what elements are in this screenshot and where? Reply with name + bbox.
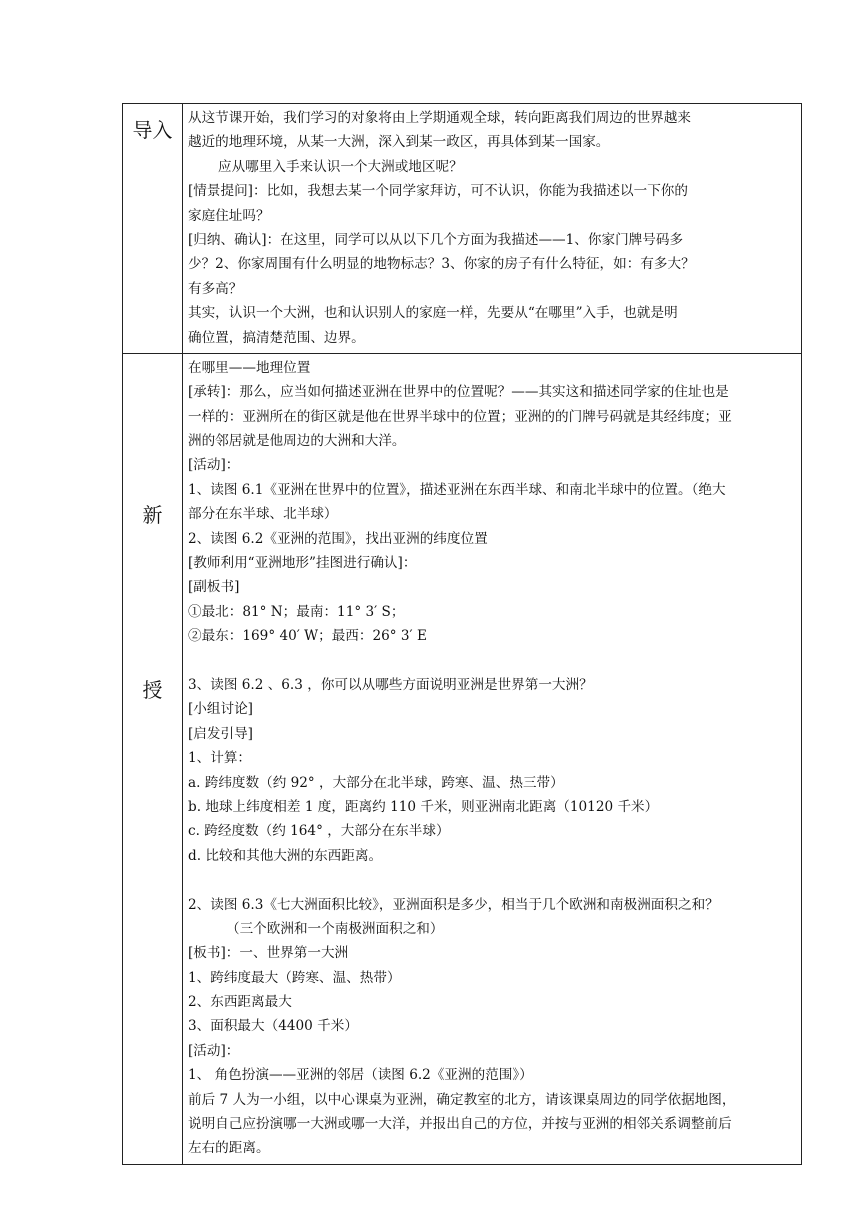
text-line: 3、读图 6.2 、6.3 ，你可以从哪些方面说明亚洲是世界第一大洲？ — [188, 676, 593, 693]
text-line: [承转]：那么，应当如何描述亚洲在世界中的位置呢？——其实这和描述同学家的住址也是 — [188, 384, 729, 401]
new-lesson-label — [123, 353, 183, 1164]
text-line: [活动]： — [188, 1042, 240, 1059]
text-line: [归纳、确认]：在这里，同学可以从以下几个方面为我描述——1、你家门牌号码多 — [188, 231, 684, 248]
text-line: 有多高？ — [188, 280, 243, 297]
text-line: 左右的距离。 — [188, 1140, 270, 1157]
text-line: 应从哪里入手来认识一个大洲或地区呢？ — [218, 158, 463, 175]
text-line: [情景提问]：比如，我想去某一个同学家拜访，可不认识，你能为我描述以一下你的 — [188, 183, 688, 200]
text-line: 前后 7 人为一小组，以中心课桌为亚洲，确定教室的北方，请该课桌周边的同学依据地图， — [188, 1091, 736, 1108]
text-line: 家庭住址吗？ — [188, 207, 270, 224]
text-line: [板书]：一、世界第一大洲 — [188, 945, 349, 962]
text-line: 越近的地理环境，从某一大洲，深入到某一政区，再具体到某一国家。 — [188, 134, 610, 151]
intro-label: 导入 — [123, 104, 183, 354]
teach-label-char: 授 — [142, 677, 163, 702]
text-line: [副板书] — [188, 579, 240, 596]
text-line: b. 地球上纬度相差 1 度，距离约 110 千米，则亚洲南北距离（10120 千米） — [188, 798, 659, 815]
blank-line — [188, 868, 797, 892]
text-line: （三个欧洲和一个南极洲面积之和） — [226, 920, 444, 937]
new-lesson-content — [183, 353, 802, 1164]
text-line: 1、 角色扮演——亚洲的邻居（读图 6.2《亚洲的范围》） — [188, 1067, 533, 1084]
text-line: 3、面积最大（4400 千米） — [188, 1018, 358, 1035]
text-line: 从这节课开始，我们学习的对象将由上学期通观全球，转向距离我们周边的世界越来 — [188, 110, 691, 126]
text-line: c. 跨经度数（约 164° ，大部分在东半球） — [188, 823, 450, 840]
new-label-char: 新 — [142, 502, 163, 527]
intro-row — [123, 104, 802, 354]
text-line: 2、读图 6.3《七大洲面积比较》，亚洲面积是多少，相当于几个欧洲和南极洲面积之和？ — [188, 896, 719, 913]
text-line: [教师利用“亚洲地形”挂图进行确认]： — [188, 555, 417, 572]
text-line: 2、读图 6.2《亚洲的范围》，找出亚洲的纬度位置 — [188, 530, 488, 547]
text-line: 1、读图 6.1《亚洲在世界中的位置》，描述亚洲在东西半球、和南北半球中的位置。（绝大 — [188, 481, 726, 498]
text-line: [小组讨论] — [188, 701, 253, 718]
text-line: ②最东：169° 40′ W；最西：26° 3′ E — [188, 628, 427, 645]
new-lesson-row — [123, 353, 802, 1164]
text-line: 2、东西距离最大 — [188, 994, 292, 1011]
text-line: [活动]： — [188, 457, 240, 474]
blank-line — [188, 649, 797, 673]
text-line: d. 比较和其他大洲的东西距离。 — [188, 847, 383, 864]
text-line: 在哪里——地理位置 — [188, 359, 311, 376]
text-line: 1、计算： — [188, 750, 252, 767]
text-line: 1、跨纬度最大（跨寒、温、热带） — [188, 969, 401, 986]
text-line: [启发引导] — [188, 725, 253, 742]
text-line: 确位置，搞清楚范围、边界。 — [188, 329, 365, 346]
lesson-plan-table — [122, 103, 802, 1165]
text-line: 洲的邻居就是他周边的大洲和大洋。 — [188, 433, 406, 450]
text-line: 部分在东半球、北半球） — [188, 506, 338, 523]
intro-content — [183, 104, 802, 354]
text-line: 少？2、你家周围有什么明显的地物标志？3、你家的房子有什么特征，如：有多大？ — [188, 256, 695, 273]
text-line: a. 跨纬度数（约 92° ，大部分在北半球，跨寒、温、热三带） — [188, 774, 564, 791]
text-line: 一样的：亚洲所在的街区就是他在世界半球中的位置；亚洲的的门牌号码就是其经纬度；亚 — [188, 408, 732, 425]
text-line: ①最北：81° N；最南：11° 3′ S； — [188, 603, 405, 620]
text-line: 其实，认识一个大洲，也和认识别人的家庭一样，先要从“在哪里”入手，也就是明 — [188, 305, 678, 322]
text-line: 说明自己应扮演哪一大洲或哪一大洋，并报出自己的方位，并按与亚洲的相邻关系调整前后 — [188, 1116, 732, 1133]
